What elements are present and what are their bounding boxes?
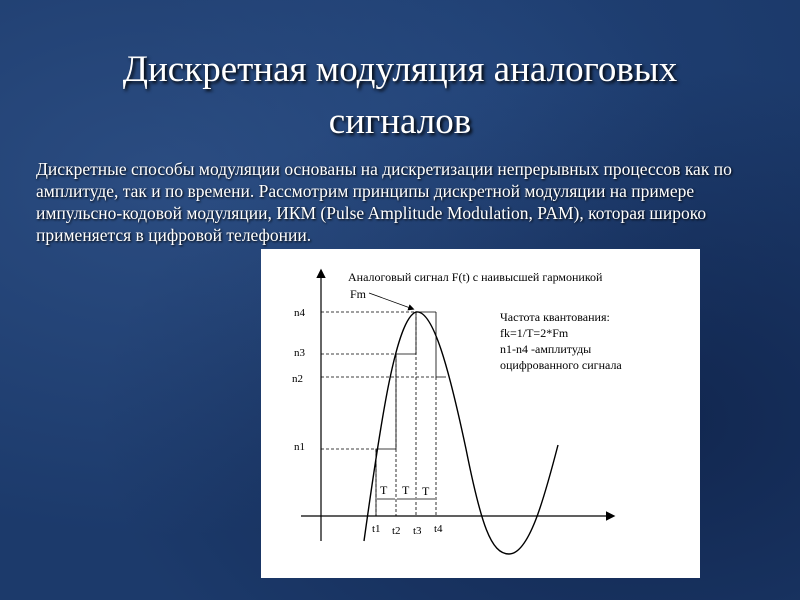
annotation-pointer (369, 293, 413, 309)
level-label-n4: n4 (294, 307, 305, 319)
period-label-2: T (402, 483, 410, 497)
slide-paragraph: Дискретные способы модуляции основаны на дискретизации непрерывных процессов как по амплитуде, так и по времени. Рассмотрим принципы дискретной модуляции на примере импульсно-кодовой модуляции, ИКМ (Pulse Amplitude Modulation, PAM), которая широко применяется в цифровой телефонии. (36, 159, 732, 245)
time-label-t2: t2 (392, 525, 401, 537)
annotation-signal-line2: Fm (350, 287, 367, 301)
time-label-t3: t3 (413, 525, 422, 537)
slide-title (0, 44, 800, 148)
annotation-freq-line4: оцифрованного сигнала (500, 358, 622, 372)
level-label-n2: n2 (292, 373, 303, 385)
annotation-freq-line2: fk=1/T=2*Fm (500, 326, 569, 340)
title-line-1: Дискретная модуляция аналоговых (122, 49, 678, 90)
quantization-levels (321, 312, 436, 516)
level-label-n1: n1 (294, 441, 305, 453)
annotation-freq-line3: n1-n4 -амплитуды (500, 342, 592, 356)
pcm-diagram-svg (261, 249, 700, 578)
annotation-freq-line1: Частота квантования: (500, 310, 610, 324)
pcm-diagram (261, 249, 700, 578)
level-label-n3: n3 (294, 347, 305, 359)
title-line-2: сигналов (328, 101, 472, 142)
time-label-t4: t4 (434, 523, 443, 535)
period-label-1: T (380, 483, 388, 497)
annotation-signal-line1: Аналоговый сигнал F(t) с наивысшей гармоникой (348, 270, 603, 284)
period-label-3: T (422, 484, 430, 498)
time-label-t1: t1 (372, 523, 381, 535)
